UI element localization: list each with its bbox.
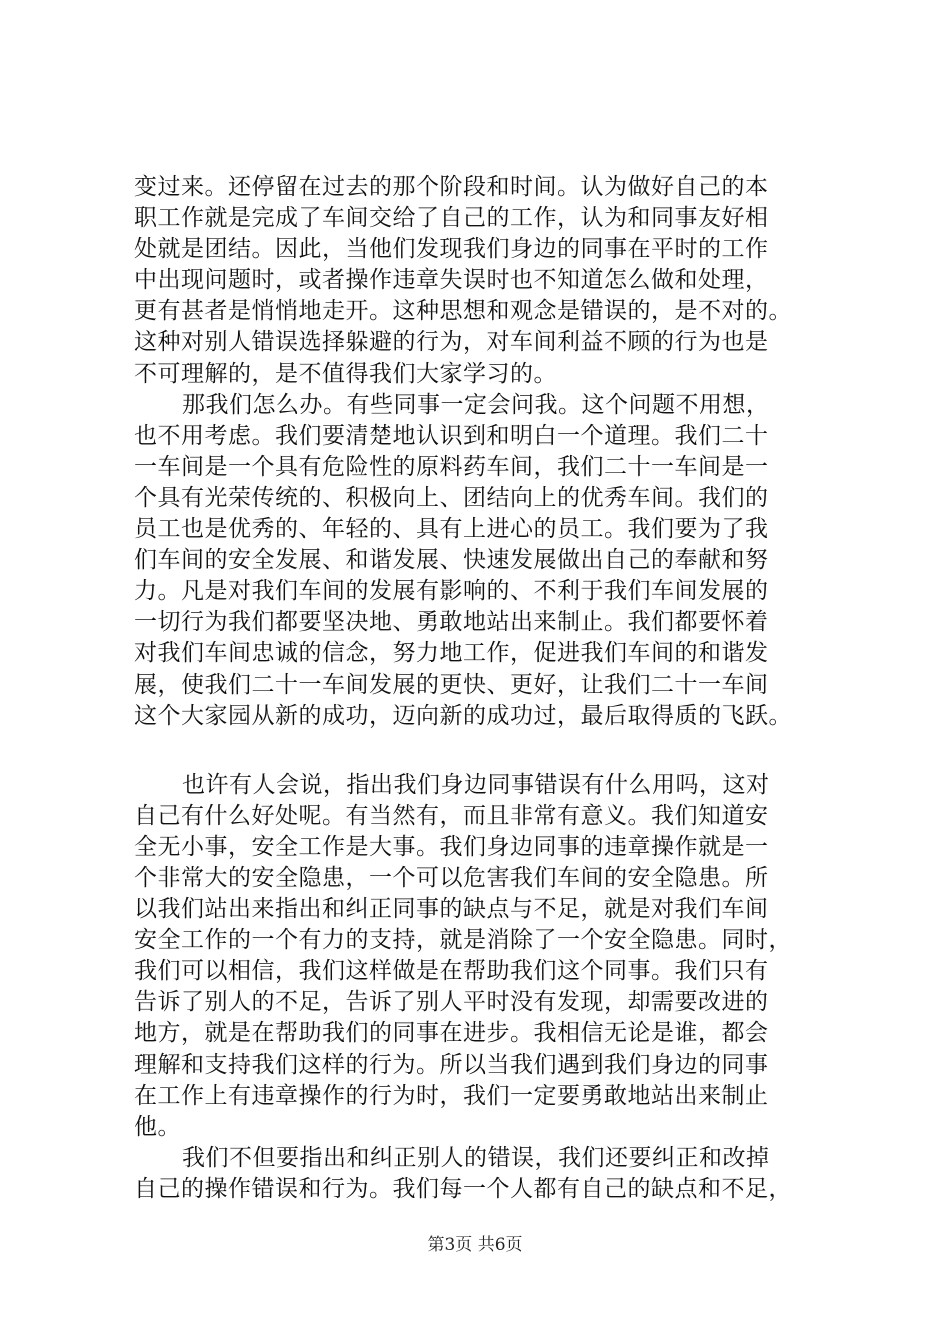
text-line: 我们可以相信，我们这样做是在帮助我们这个同事。我们只有 (134, 958, 769, 985)
text-line: 员工也是优秀的、年轻的、具有上进心的员工。我们要为了我 (134, 516, 769, 543)
text-line: 们车间的安全发展、和谐发展、快速发展做出自己的奉献和努 (134, 547, 769, 574)
paragraph-2 (134, 390, 834, 732)
text-line: 个具有光荣传统的、积极向上、团结向上的优秀车间。我们的 (134, 484, 769, 511)
body-text (134, 172, 834, 1205)
text-line: 不可理解的，是不值得我们大家学习的。 (134, 360, 557, 387)
text-line: 处就是团结。因此，当他们发现我们身边的同事在平时的工作 (134, 236, 769, 263)
paragraph-1 (134, 172, 834, 390)
text-line: 职工作就是完成了车间交给了自己的工作，认为和同事友好相 (134, 205, 769, 232)
text-line: 中出现问题时，或者操作违章失误时也不知道怎么做和处理， (134, 267, 769, 294)
text-line: 自己有什么好处呢。有当然有，而且非常有意义。我们知道安 (134, 802, 769, 829)
text-line: 全无小事，安全工作是大事。我们身边同事的违章操作就是一 (134, 833, 769, 860)
text-line: 地方，就是在帮助我们的同事在进步。我相信无论是谁，都会 (134, 1020, 769, 1047)
text-line: 理解和支持我们这样的行为。所以当我们遇到我们身边的同事 (134, 1051, 769, 1078)
page-footer: 第3页 共6页 (427, 1235, 523, 1255)
text-line: 也许有人会说，指出我们身边同事错误有什么用吗，这对 (182, 771, 770, 798)
text-line: 这种对别人错误选择躲避的行为，对车间利益不顾的行为也是 (134, 329, 769, 356)
text-line: 自己的操作错误和行为。我们每一个人都有自己的缺点和不足， (134, 1175, 792, 1202)
text-line: 变过来。还停留在过去的那个阶段和时间。认为做好自己的本 (134, 174, 769, 200)
text-line: 在工作上有违章操作的行为时，我们一定要勇敢地站出来制止 (134, 1082, 769, 1109)
text-line: 以我们站出来指出和纠正同事的缺点与不足，就是对我们车间 (134, 896, 769, 923)
text-line: 个非常大的安全隐患，一个可以危害我们车间的安全隐患。所 (134, 864, 769, 891)
text-line: 告诉了别人的不足，告诉了别人平时没有发现，却需要改进的 (134, 989, 769, 1016)
text-line: 对我们车间忠诚的信念，努力地工作，促进我们车间的和谐发 (134, 640, 769, 667)
text-line: 一车间是一个具有危险性的原料药车间，我们二十一车间是一 (134, 453, 769, 480)
text-line: 这个大家园从新的成功，迈向新的成功过，最后取得质的飞跃。 (134, 702, 792, 729)
text-line: 安全工作的一个有力的支持，就是消除了一个安全隐患。同时， (134, 927, 792, 954)
paragraph-3 (134, 770, 834, 1143)
text-line: 我们不但要指出和纠正别人的错误，我们还要纠正和改掉 (182, 1144, 770, 1171)
text-line: 力。凡是对我们车间的发展有影响的、不利于我们车间发展的 (134, 578, 769, 605)
text-line: 他。 (134, 1113, 181, 1140)
text-line: 也不用考虑。我们要清楚地认识到和明白一个道理。我们二十 (134, 422, 769, 449)
text-line: 那我们怎么办。有些同事一定会问我。这个问题不用想， (182, 391, 770, 418)
text-line: 一切行为我们都要坚决地、勇敢地站出来制止。我们都要怀着 (134, 609, 769, 636)
paragraph-spacer (134, 732, 834, 770)
text-line: 展，使我们二十一车间发展的更快、更好，让我们二十一车间 (134, 671, 769, 698)
paragraph-4 (134, 1143, 834, 1205)
text-line: 更有甚者是悄悄地走开。这种思想和观念是错误的，是不对的。 (134, 298, 792, 325)
